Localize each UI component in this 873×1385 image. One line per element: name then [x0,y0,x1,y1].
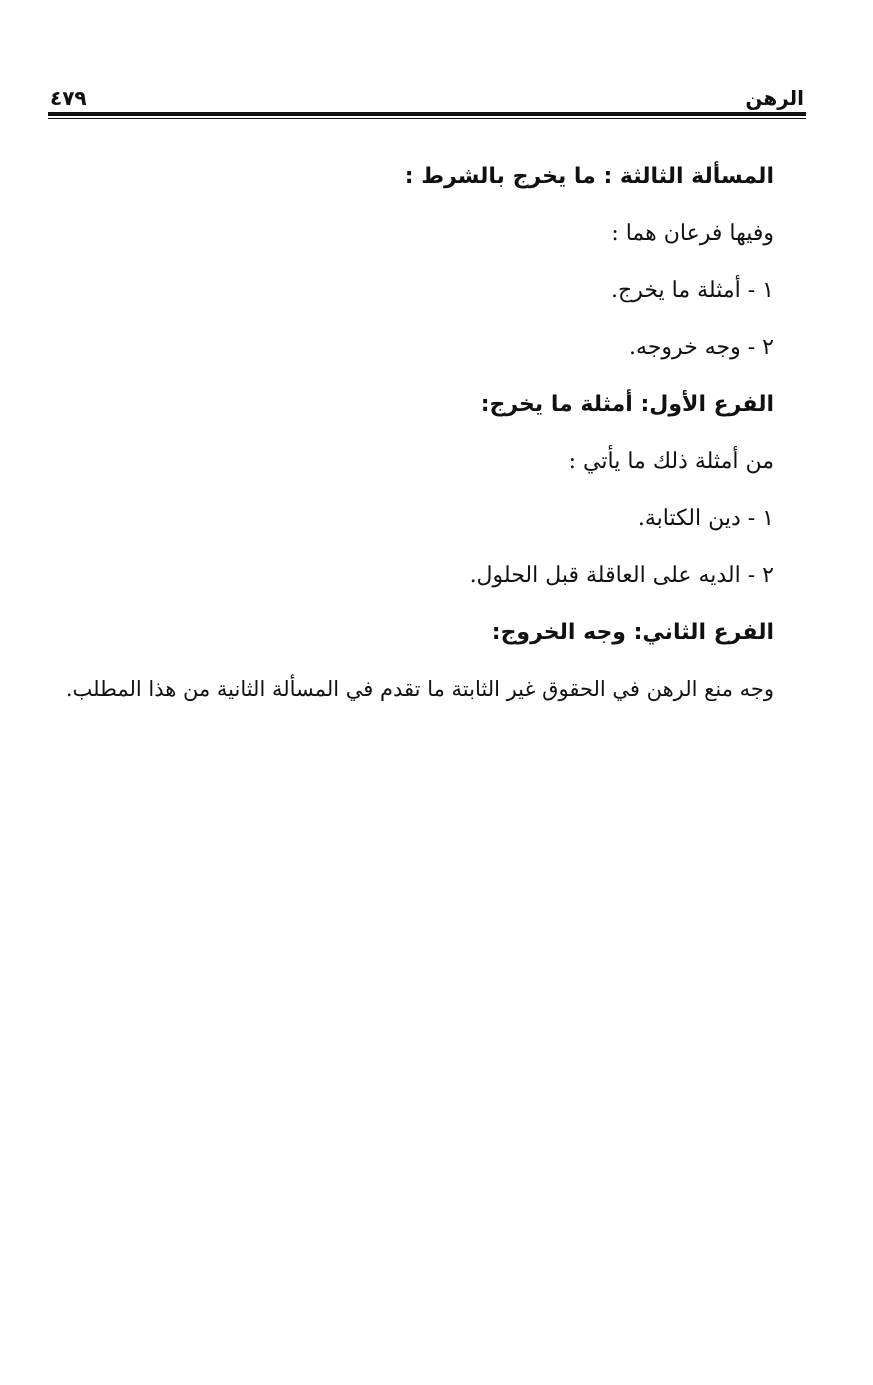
running-header [48,74,806,108]
page-number: ٤٧٩ [50,86,87,110]
list-item: ١ - أمثلة ما يخرج. [611,278,774,303]
chapter-title: الرهن [745,86,804,110]
branch-two-heading: الفرع الثاني: وجه الخروج: [491,620,774,645]
page-body [48,148,774,718]
branch-two-text: وجه منع الرهن في الحقوق غير الثابتة ما تقدم في المسألة الثانية من هذا المطلب. [65,677,774,701]
list-item: ٢ - الديه على العاقلة قبل الحلول. [469,563,774,588]
branch-one-intro: من أمثلة ذلك ما يأتي : [568,449,774,474]
list-item: ٢ - وجه خروجه. [628,335,774,360]
issue-heading: المسألة الثالثة : ما يخرج بالشرط : [404,164,774,189]
page-header-area [48,74,806,119]
header-rule-thick [48,112,806,116]
branch-one-heading: الفرع الأول: أمثلة ما يخرج: [480,392,774,417]
issue-intro: وفيها فرعان هما : [611,221,774,246]
header-rule-thin [48,118,806,119]
list-item: ١ - دين الكتابة. [637,506,774,531]
